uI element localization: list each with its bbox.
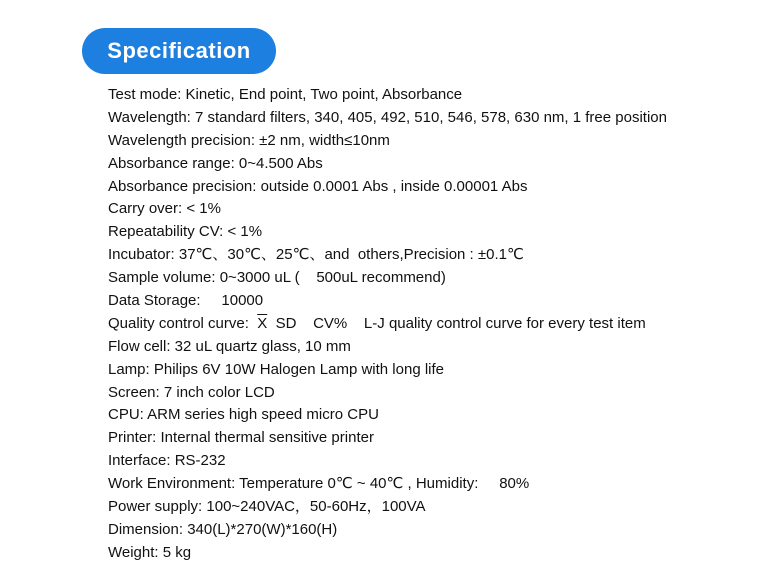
- section-title-badge: [82, 28, 276, 74]
- spec-weight: Weight: 5 kg: [108, 543, 192, 561]
- qc-prefix: Quality control curve:: [108, 314, 258, 332]
- spec-carry-over: Carry over: < 1%: [108, 200, 221, 218]
- spec-repeatability: Repeatability CV: < 1%: [108, 223, 263, 241]
- section-title: Specification: [107, 38, 251, 63]
- spec-lamp: Lamp: Philips 6V 10W Halogen Lamp with long life: [108, 360, 445, 378]
- spec-printer: Printer: Internal thermal sensitive printer: [108, 429, 374, 447]
- spec-flow-cell: Flow cell: 32 uL quartz glass, 10 mm: [108, 337, 351, 355]
- spec-dimension: Dimension: 340(L)*270(W)*160(H): [108, 520, 338, 538]
- spec-work-environment: Work Environment: Temperature 0℃ ~ 40℃ , Humidity: 80%: [108, 475, 530, 493]
- qc-mean-symbol: $\overline{X}$: [257, 314, 268, 332]
- spec-quality-control: [108, 313, 667, 336]
- qc-suffix: SD CV% L-J quality control curve for every test item: [267, 314, 646, 332]
- spec-screen: Screen: 7 inch color LCD: [108, 383, 275, 401]
- spec-cpu: CPU: ARM series high speed micro CPU: [108, 406, 379, 424]
- spec-absorbance-precision: Absorbance precision: outside 0.0001 Abs , inside 0.00001 Abs: [108, 177, 528, 195]
- spec-wavelength-precision: Wavelength precision: ±2 nm, width≤10nm: [108, 131, 390, 149]
- spec-wavelength: Wavelength: 7 standard filters, 340, 405, 492, 510, 546, 578, 630 nm, 1 free position: [108, 108, 667, 126]
- spec-absorbance-range: Absorbance range: 0~4.500 Abs: [108, 154, 323, 172]
- spec-data-storage: Data Storage: 10000: [108, 292, 264, 310]
- spec-power-supply: Power supply: 100~240VAC，50-60Hz，100VA: [108, 498, 426, 516]
- spec-test-mode: Test mode: Kinetic, End point, Two point, Absorbance: [108, 86, 463, 103]
- spec-interface: Interface: RS-232: [108, 452, 226, 470]
- spec-incubator: Incubator: 37℃、30℃、25℃、and others,Precision : ±0.1℃: [108, 246, 524, 264]
- spec-sample-volume: Sample volume: 0~3000 uL ( 500uL recommend): [108, 269, 446, 287]
- spec-list: [108, 84, 667, 565]
